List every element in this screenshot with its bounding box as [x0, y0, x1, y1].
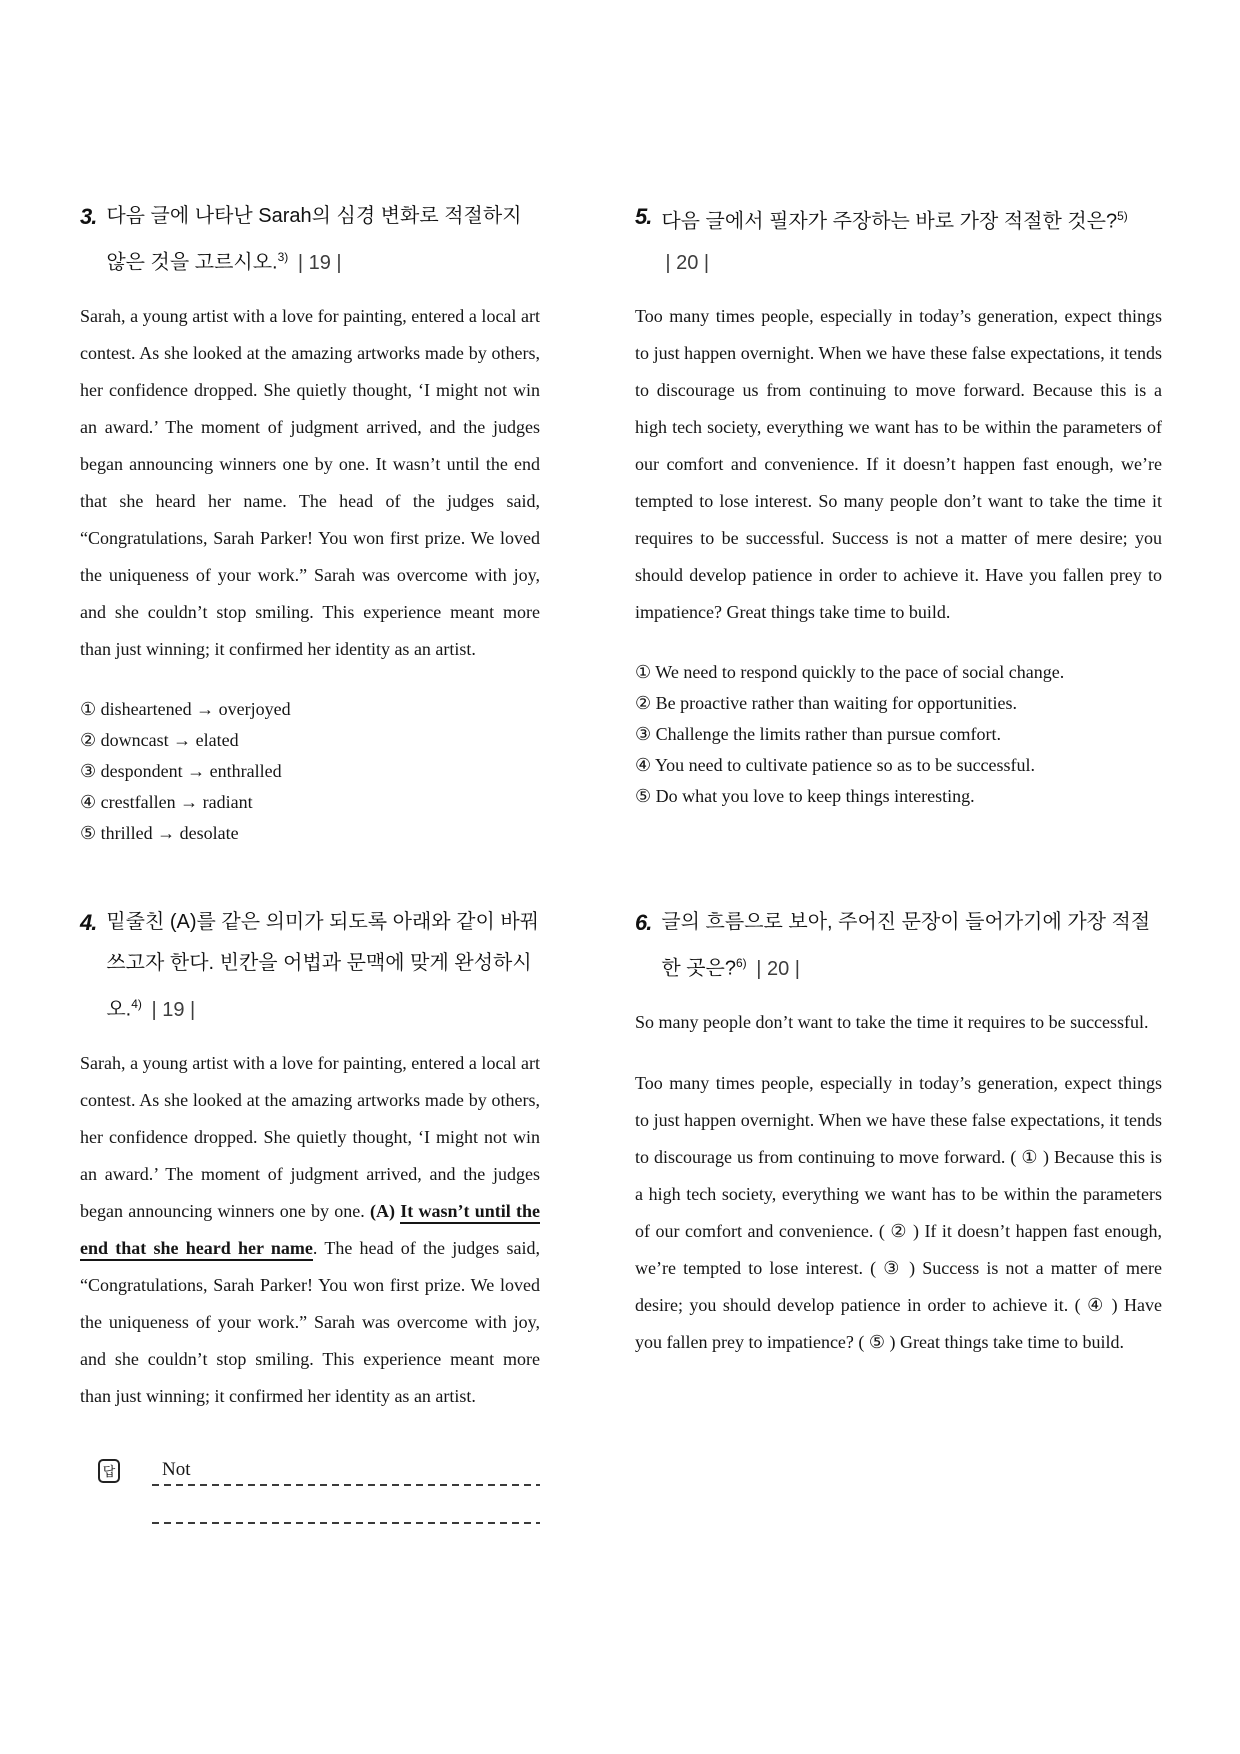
question-3-header [80, 196, 540, 284]
option-3: ③ despondent → enthralled [80, 760, 282, 781]
option-5: ⑤ thrilled → desolate [80, 822, 239, 843]
question-3-passage: Sarah, a young artist with a love for painting, entered a local art contest. As she looked at the amazing artworks made by others, her confidence dropped. She quietly thought, ‘I might not win an award.’ The moment of judgment arrived, and the judges began announcing winners one by one. It wasn’t until the end that she heard her name. The head of the judges said, “Congratulations, Sarah Parker! You won first prize. We loved the uniqueness of your work.” Sarah was overcome with joy, and she couldn’t stop smiling. This experience meant more than just winning; it confirmed her identity as an artist. [80, 305, 540, 659]
question-3-options [80, 694, 540, 849]
question-6-title [661, 902, 1162, 990]
question-3-number: 3. [80, 204, 97, 229]
passage-a-label: (A) [369, 1200, 401, 1221]
question-6 [635, 902, 1162, 1361]
question-6-source: | 20 | [756, 957, 800, 980]
question-6-footnote: 6) [736, 956, 747, 970]
answer-area [80, 1457, 540, 1524]
option-4: ④ You need to cultivate patience so as to be successful. [635, 754, 1036, 775]
question-5-footnote: 5) [1117, 209, 1128, 223]
question-4 [80, 902, 540, 1524]
question-6-header [635, 902, 1162, 990]
question-4-passage [80, 1045, 540, 1415]
answer-box-icon: 답 [98, 1459, 120, 1483]
answer-write-line [152, 1457, 540, 1486]
answer-line-2 [152, 1522, 540, 1524]
question-5-passage: Too many times people, especially in today’s generation, expect things to just happen overnight. When we have these false expectations, it tends to discourage us from continuing to move forward. Because this is a high tech society, everything we want has to be within the parameters of our comfort and convenience. If it doesn’t happen fast enough, we’re tempted to lose interest. So many people don’t want to take the time it requires to be successful. Success is not a matter of mere desire; you should develop patience in order to achieve it. Have you fallen prey to impatience? Great things take time to build. [635, 305, 1162, 622]
question-5-number: 5. [635, 204, 652, 229]
option-3: ③ Challenge the limits rather than pursue comfort. [635, 723, 1002, 744]
question-5-options [635, 657, 1162, 812]
question-5 [635, 196, 1162, 812]
question-6-passage: Too many times people, especially in today’s generation, expect things to just happen overnight. When we have these false expectations, it tends to discourage us from continuing to move forward. ( ① ) Because this is a high tech society, everything we want has to be within the parameters of our comfort and convenience. ( ② ) If it doesn’t happen fast enough, we’re tempted to lose interest. ( ③ ) Success is not a matter of mere desire; you should develop patience in order to achieve it. ( ④ ) Have you fallen prey to impatience? ( ⑤ ) Great things take time to build. [635, 1072, 1162, 1352]
question-4-title-text: 밑줄친 (A)를 같은 의미가 되도록 아래와 같이 바꿔 쓰고자 한다. 빈칸을 어법과 문맥에 맞게 완성하시오. [106, 911, 539, 1021]
question-5-source: | 20 | [665, 251, 710, 274]
question-3-title [106, 196, 540, 284]
option-1: ① disheartened → overjoyed [80, 698, 291, 719]
question-5-title [661, 196, 1162, 284]
question-6-number: 6. [635, 910, 652, 935]
question-4-footnote: 4) [131, 997, 142, 1011]
question-4-title [106, 902, 540, 1031]
question-6-given-sentence: So many people don’t want to take the time it requires to be successful. [635, 1011, 1149, 1032]
question-5-header [635, 196, 1162, 284]
question-5-title-text: 다음 글에서 필자가 주장하는 바로 가장 적절한 것은? [661, 210, 1118, 233]
question-4-number: 4. [80, 910, 97, 935]
question-3 [80, 196, 540, 849]
option-1: ① We need to respond quickly to the pace of social change. [635, 661, 1065, 682]
question-3-source: | 19 | [297, 251, 342, 274]
passage-part-before: Sarah, a young artist with a love for painting, entered a local art contest. As she looked at the amazing artworks made by others, her confidence dropped. She quietly thought, ‘I might not win an award.’ The moment of judgment arrived, and the judges began announcing winners one by one. [80, 1052, 540, 1221]
option-4: ④ crestfallen → radiant [80, 791, 253, 812]
question-4-header [80, 902, 540, 1031]
option-5: ⑤ Do what you love to keep things interesting. [635, 785, 975, 806]
option-2: ② Be proactive rather than waiting for opportunities. [635, 692, 1018, 713]
question-4-source: | 19 | [151, 998, 196, 1021]
option-2: ② downcast → elated [80, 729, 239, 750]
passage-underlined-sentence: It wasn’t until the end that she heard her name [80, 1201, 540, 1261]
passage-part-after: . The head of the judges said, “Congratulations, Sarah Parker! You won first prize. We loved the uniqueness of your work.” Sarah was overcome with joy, and she couldn’t stop smiling. This experience meant more than just winning; it confirmed her identity as an artist. [80, 1237, 540, 1406]
question-6-title-text: 글의 흐름으로 보아, 주어진 문장이 들어가기에 가장 적절한 곳은? [661, 911, 1151, 980]
question-3-footnote: 3) [277, 250, 289, 264]
answer-value: Not [162, 1458, 191, 1480]
answer-line-1 [132, 1457, 540, 1486]
question-3-title-text: 다음 글에 나타난 Sarah의 심경 변화로 적절하지 않은 것을 고르시오. [106, 205, 522, 274]
